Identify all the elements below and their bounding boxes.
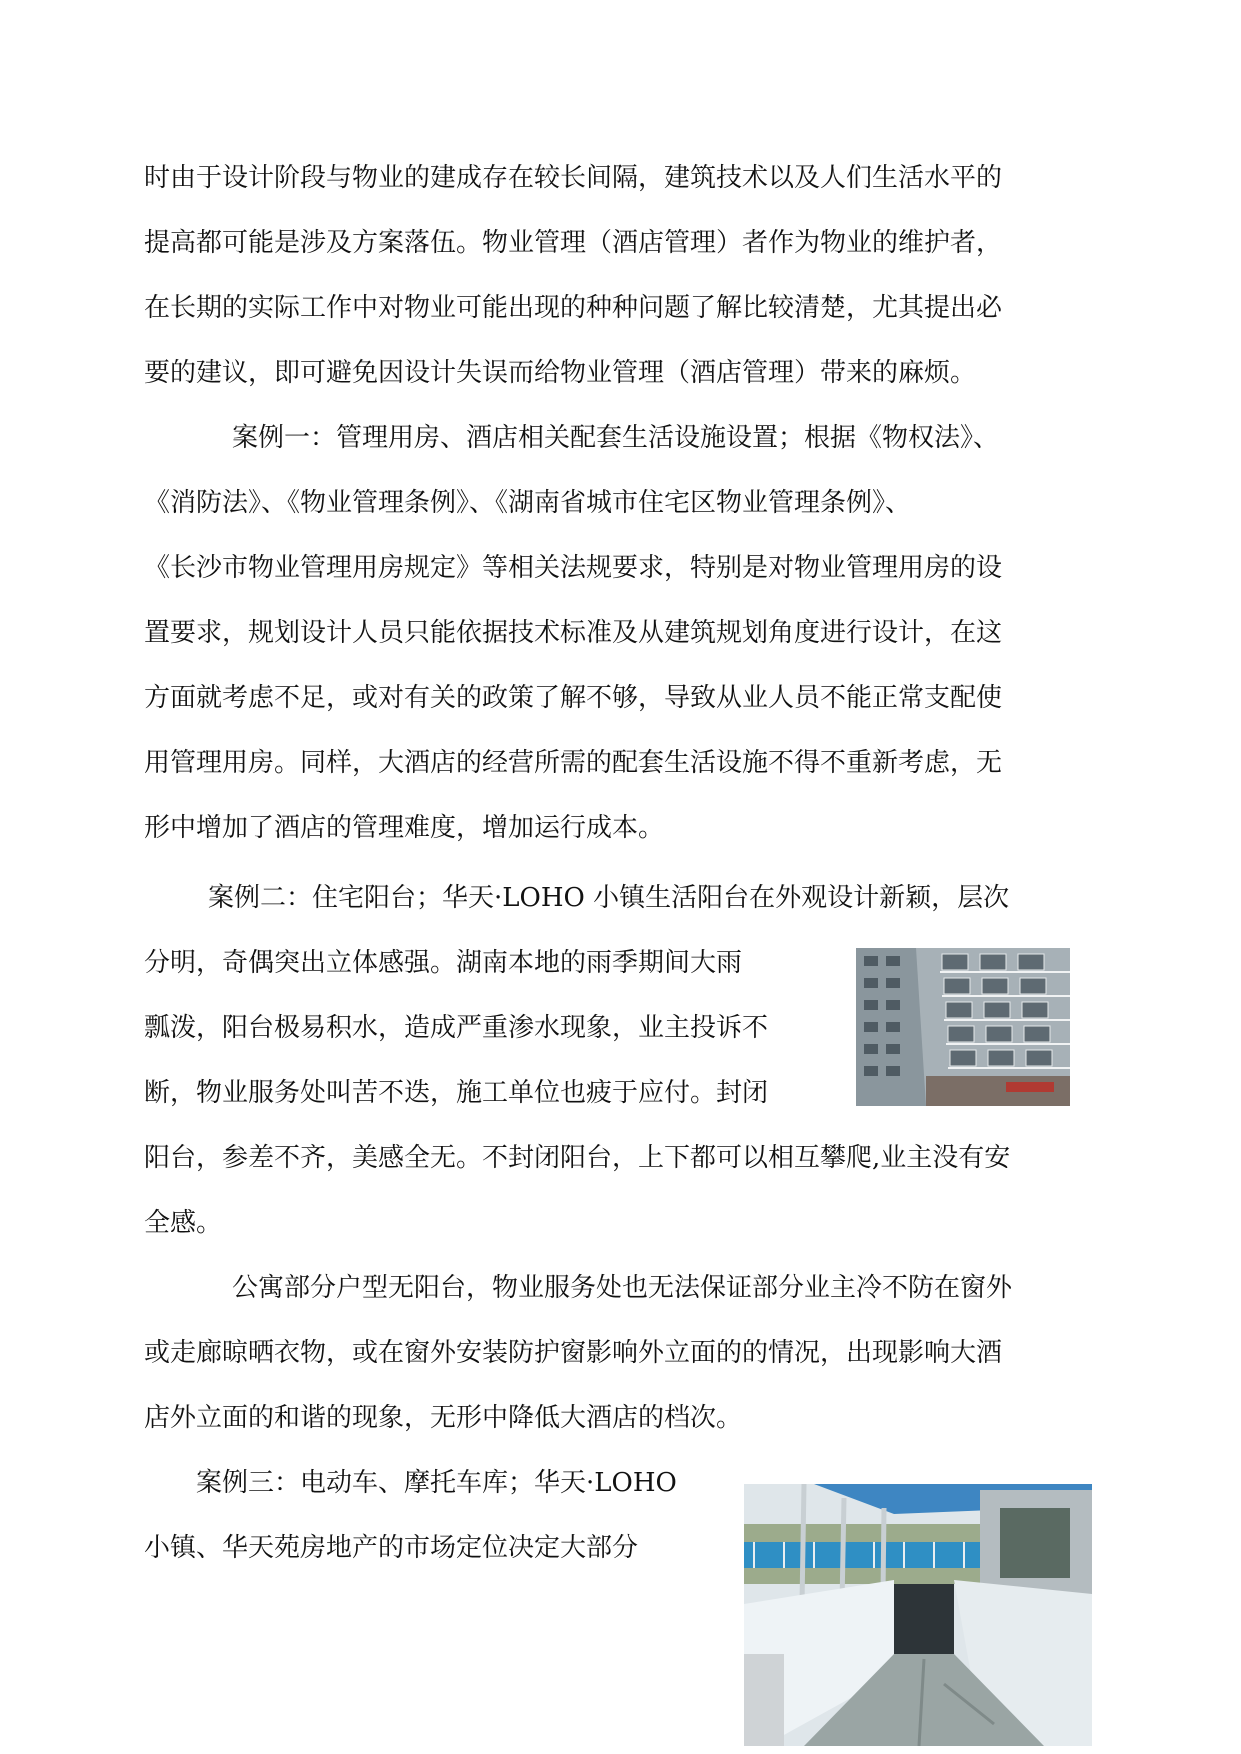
text-line: 公寓部分户型无阳台，物业服务处也无法保证部分业主冷不防在窗外 xyxy=(232,1273,1013,1303)
text-line: 案例一：管理用房、酒店相关配套生活设施设置；根据《物权法》、 xyxy=(232,423,1000,453)
text-line: 案例三：电动车、摩托车库；华天·LOHO xyxy=(196,1468,677,1498)
text-line: 时由于设计阶段与物业的建成存在较长间隔，建筑技术以及人们生活水平的 xyxy=(144,163,1003,193)
text-line: 分明，奇偶突出立体感强。湖南本地的雨季期间大雨 xyxy=(144,948,743,978)
text-line: 全感。 xyxy=(144,1208,223,1238)
text-line: 方面就考虑不足，或对有关的政策了解不够，导致从业人员不能正常支配使 xyxy=(144,683,1003,713)
balcony-building-photo xyxy=(856,948,1070,1106)
paragraph-case-one xyxy=(144,406,1098,861)
text-line: 《消防法》、《物业管理条例》、《湖南省城市住宅区物业管理条例》、 xyxy=(144,488,912,518)
text-line: 小镇、华天苑房地产的市场定位决定大部分 xyxy=(144,1533,639,1563)
text-line: 提高都可能是涉及方案落伍。物业管理（酒店管理）者作为物业的维护者， xyxy=(144,228,1003,258)
text-line: 在长期的实际工作中对物业可能出现的种种问题了解比较清楚，尤其提出必 xyxy=(144,293,1003,323)
text-line: 形中增加了酒店的管理难度，增加运行成本。 xyxy=(144,813,665,843)
text-line: 断，物业服务处叫苦不迭，施工单位也疲于应付。封闭 xyxy=(144,1078,769,1108)
text-line: 瓢泼，阳台极易积水，造成严重渗水现象，业主投诉不 xyxy=(144,1013,769,1043)
text-line: 要的建议，即可避免因设计失误而给物业管理（酒店管理）带来的麻烦。 xyxy=(144,358,977,388)
text-line: 置要求，规划设计人员只能依据技术标准及从建筑规划角度进行设计，在这 xyxy=(144,618,1003,648)
paragraph-design-gap xyxy=(144,146,1098,406)
text-line: 阳台，参差不齐，美感全无。不封闭阳台，上下都可以相互攀爬,业主没有安 xyxy=(144,1143,1011,1173)
paragraph-apartment xyxy=(144,1256,1098,1451)
text-line: 《长沙市物业管理用房规定》等相关法规要求，特别是对物业管理用房的设 xyxy=(144,553,1003,583)
text-line: 或走廊晾晒衣物，或在窗外安装防护窗影响外立面的的情况，出现影响大酒 xyxy=(144,1338,1003,1368)
paragraph-case-three xyxy=(144,1451,744,1581)
text-line: 用管理用房。同样，大酒店的经营所需的配套生活设施不得不重新考虑，无 xyxy=(144,748,1003,778)
garage-ramp-photo xyxy=(744,1484,1092,1746)
text-line: 店外立面的和谐的现象，无形中降低大酒店的档次。 xyxy=(144,1403,743,1433)
text-line: 案例二：住宅阳台；华天·LOHO 小镇生活阳台在外观设计新颖，层次 xyxy=(208,883,1010,913)
